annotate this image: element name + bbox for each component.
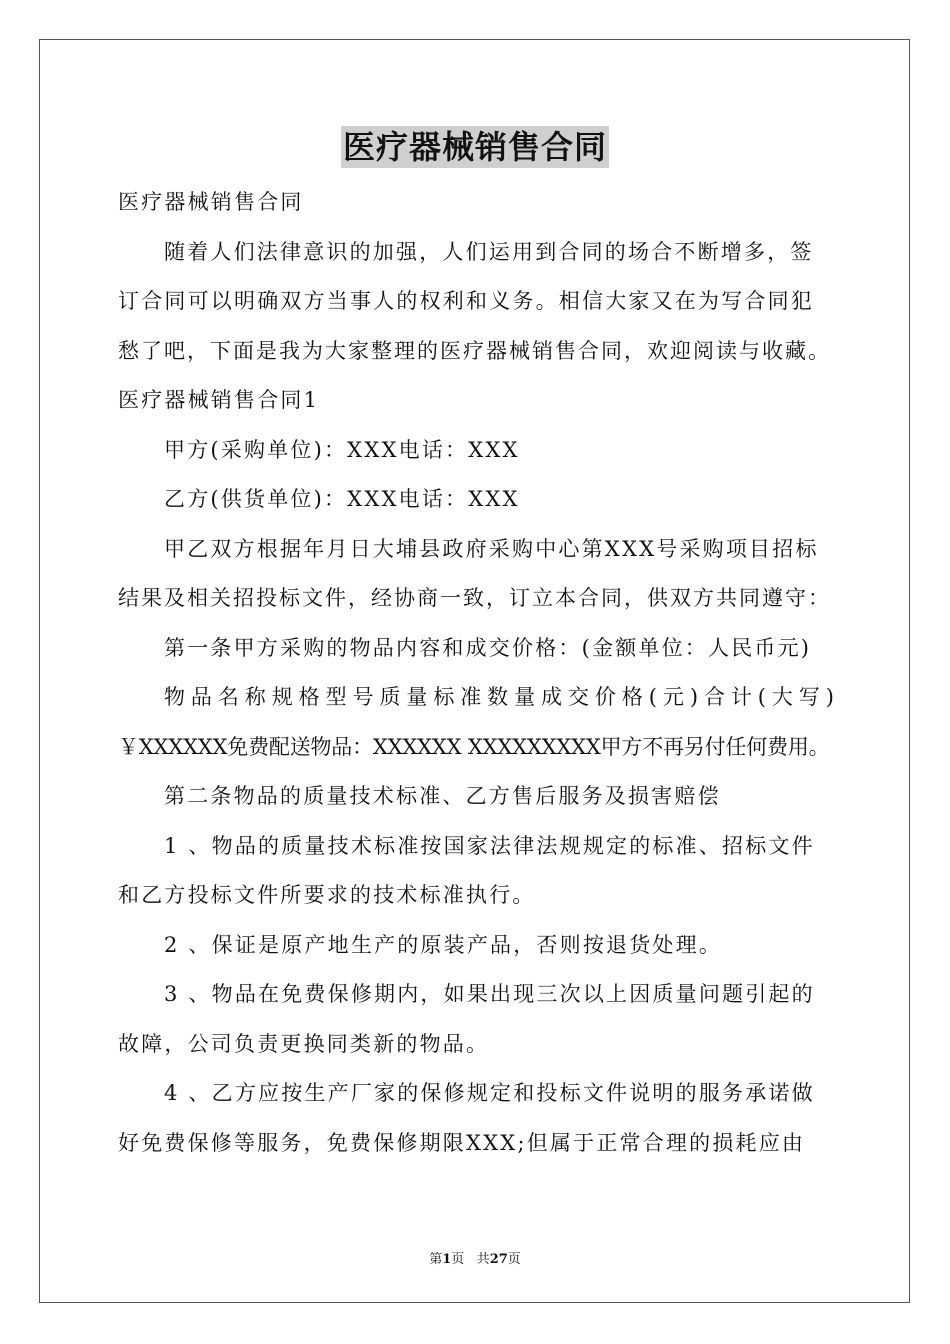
document-body xyxy=(118,178,834,1168)
text-line: 乙方(供货单位)：XXX电话：XXX xyxy=(164,487,520,511)
text-line: 医疗器械销售合同1 xyxy=(118,388,320,412)
text-line: 甲乙双方根据年月日大埔县政府采购中心第XXX号采购项目招标 xyxy=(164,536,819,561)
text-line: ￥XXXXXX免费配送物品：XXXXXX XXXXXXXXX甲方不再另付任何费用。 xyxy=(118,734,830,759)
text-line: 订合同可以明确双方当事人的权利和义务。相信大家又在为写合同犯 xyxy=(118,289,814,313)
total-pages: 27 xyxy=(489,1252,508,1267)
text-line: 2 、保证是原产地生产的原装产品，否则按退货处理。 xyxy=(164,932,723,957)
text-line: 4 、乙方应按生产厂家的保修规定和投标文件说明的服务承诺做 xyxy=(164,1081,815,1105)
document-title: 医疗器械销售合同 xyxy=(342,128,607,166)
text-line: 好免费保修等服务，免费保修期限XXX;但属于正常合理的损耗应由 xyxy=(118,1130,806,1155)
text-line: 愁了吧，下面是我为大家整理的医疗器械销售合同，欢迎阅读与收藏。 xyxy=(118,338,831,363)
total-suffix: 页 xyxy=(507,1252,521,1267)
page-suffix: 页 xyxy=(451,1252,465,1267)
page-footer xyxy=(0,1248,950,1267)
text-line: 和乙方投标文件所要求的技术标准执行。 xyxy=(118,883,536,907)
total-prefix: 共 xyxy=(476,1252,490,1267)
text-line: 故障，公司负责更换同类新的物品。 xyxy=(118,1031,490,1056)
text-line: 物品名称规格型号质量标准数量成交价格(元)合计(大写) xyxy=(164,685,834,709)
title-area xyxy=(0,126,950,168)
text-line: 第二条物品的质量技术标准、乙方售后服务及损害赔偿 xyxy=(164,784,721,808)
text-line: 结果及相关招投标文件，经协商一致，订立本合同，供双方共同遵守： xyxy=(118,586,831,610)
text-line: 甲方(采购单位)：XXX电话：XXX xyxy=(164,437,520,462)
page-number: 1 xyxy=(442,1252,452,1267)
page-prefix: 第 xyxy=(429,1252,443,1267)
text-line: 第一条甲方采购的物品内容和成交价格：(金额单位：人民币元) xyxy=(164,635,812,660)
text-line: 医疗器械销售合同 xyxy=(118,190,304,214)
text-line: 随着人们法律意识的加强，人们运用到合同的场合不断增多，签 xyxy=(164,239,814,264)
text-line: 1 、物品的质量技术标准按国家法律法规规定的标准、招标文件 xyxy=(164,833,815,858)
text-line: 3 、物品在免费保修期内，如果出现三次以上因质量问题引起的 xyxy=(164,982,815,1006)
